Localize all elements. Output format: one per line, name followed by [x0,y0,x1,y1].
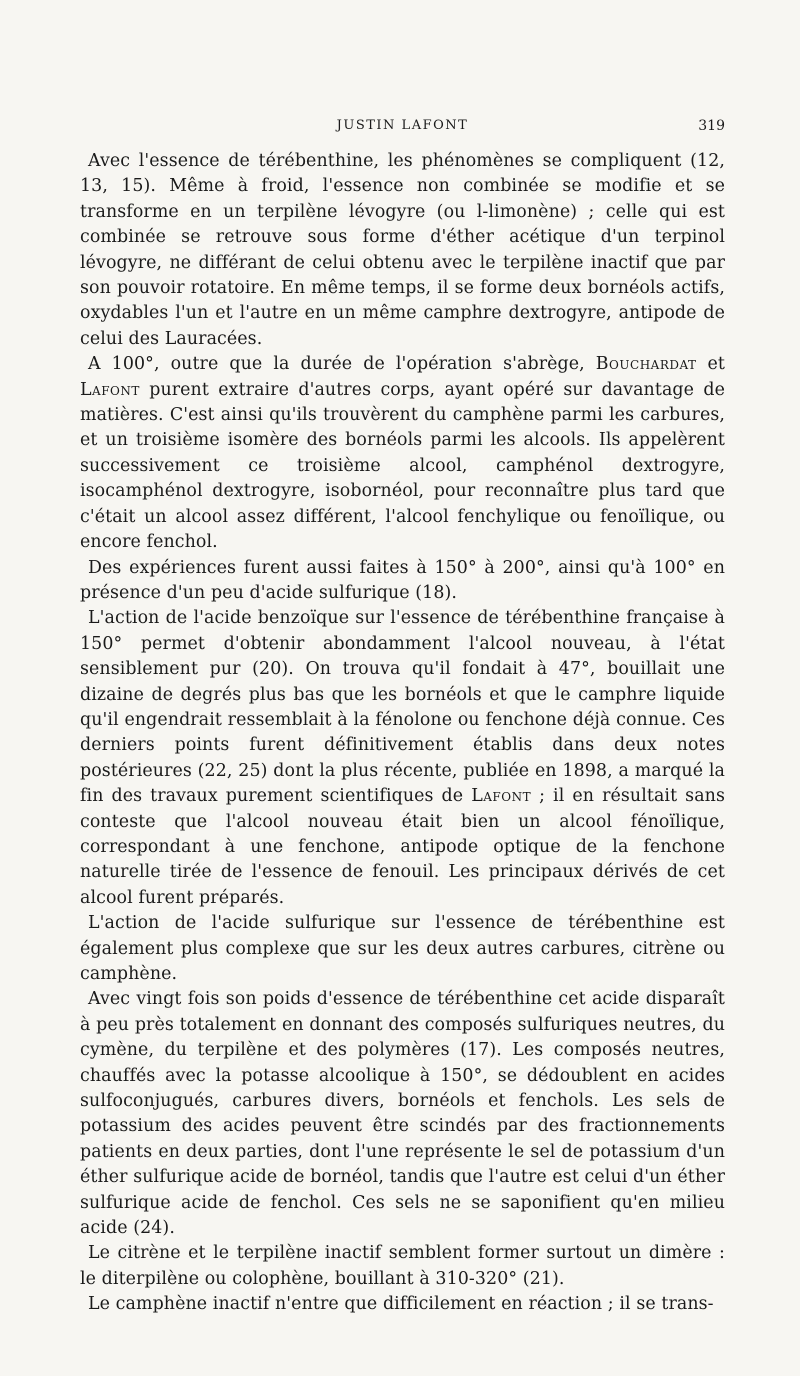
text-run: A 100°, outre que la durée de l'opération s'abrège, [88,354,596,375]
text-run: L'action de l'acide benzoïque sur l'essence de térébenthine française à 150° permet d'obtenir abondamment l'alcool nouveau, à l'état sensiblement pur (20). On trouva qu'il fondait à 47°, bouillait une dizaine de degrés plus bas que les bornéols et que le camphre liquide qu'il engendrait ressemblait à la fénolone ou fenchone déjà connue. Ces derniers points furent définitivement établis dans deux notes postérieures (22, 25) dont la plus récente, publiée en 1898, a marqué la fin des travaux purement scientifiques de [80,608,725,807]
running-head: JUSTIN LAFONT [336,118,469,133]
text-run: et [696,354,725,375]
paragraph [80,606,725,911]
text-run: purent extraire d'autres corps, ayant opéré sur davantage de matières. C'est ainsi qu'ils trouvèrent du camphène parmi les carbures, et un troisième isomère des bornéols parmi les alcools. Ils appelèrent successivement ce troisième alcool, camphénol dextrogyre, isocamphénol dextrogyre, isobornéol, pour reconnaître plus tard que c'était un alcool assez différent, l'alcool fenchylique ou fenoïlique, ou encore fenchol. [80,379,725,553]
text-run: ; il en résultait sans conteste que l'alcool nouveau était bien un alcool fénoïlique, correspondant à une fenchone, antipode optique de la fenchone naturelle tirée de l'essence de fenouil. Les principaux dérivés de cet alcool furent préparés. [80,786,725,908]
paragraph [80,352,725,555]
paragraph: L'action de l'acide sulfurique sur l'essence de térébenthine est également plus complexe que sur les deux autres carbures, citrène ou camphène. [80,913,725,984]
paragraph: Avec vingt fois son poids d'essence de térébenthine cet acide disparaît à peu près totalement en donnant des composés sulfuriques neutres, du cymène, du terpilène et des polymères (17). Les composés neutres, chauffés avec la potasse alcoolique à 150°, se dédoublent en acides sulfoconjugués, carbures divers, bornéols et fenchols. Les sels de potassium des acides peuvent être scindés par des fractionnements patients en deux parties, dont l'une représente le sel de potassium d'un éther sulfurique acide de bornéol, tandis que l'autre est celui d'un éther sulfurique acide de fenchol. Ces sels ne se saponifient qu'en milieu acide (24). [80,989,725,1239]
paragraph: Des expériences furent aussi faites à 150° à 200°, ainsi qu'à 100° en présence d'un peu d'acide sulfurique (18). [80,557,725,603]
paragraph: Avec l'essence de térébenthine, les phénomènes se compliquent (12, 13, 15). Même à froid, l'essence non combinée se modifie et se transforme en un terpilène lévogyre (ou l-limonène) ; celle qui est combinée se retrouve sous forme d'éther acétique d'un terpinol lévogyre, ne différant de celui obtenu avec le terpilène inactif que par son pouvoir rotatoire. En même temps, il se forme deux bornéols actifs, oxydables l'un et l'autre en un même camphre dextrogyre, antipode de celui des Lauracées. [80,151,725,349]
paragraph: Le camphène inactif n'entre que difficilement en réaction ; il se trans- [88,1294,714,1315]
page-number: 319 [698,118,725,134]
author-name: Lafont [80,379,140,400]
body-text [80,149,725,1318]
paragraph: Le citrène et le terpilène inactif semblent former surtout un dimère : le diterpilène ou colophène, bouillant à 310-320° (21). [80,1243,725,1289]
author-name: Bouchardat [595,354,697,375]
author-name: Lafont [471,786,532,807]
page-header [80,118,725,138]
